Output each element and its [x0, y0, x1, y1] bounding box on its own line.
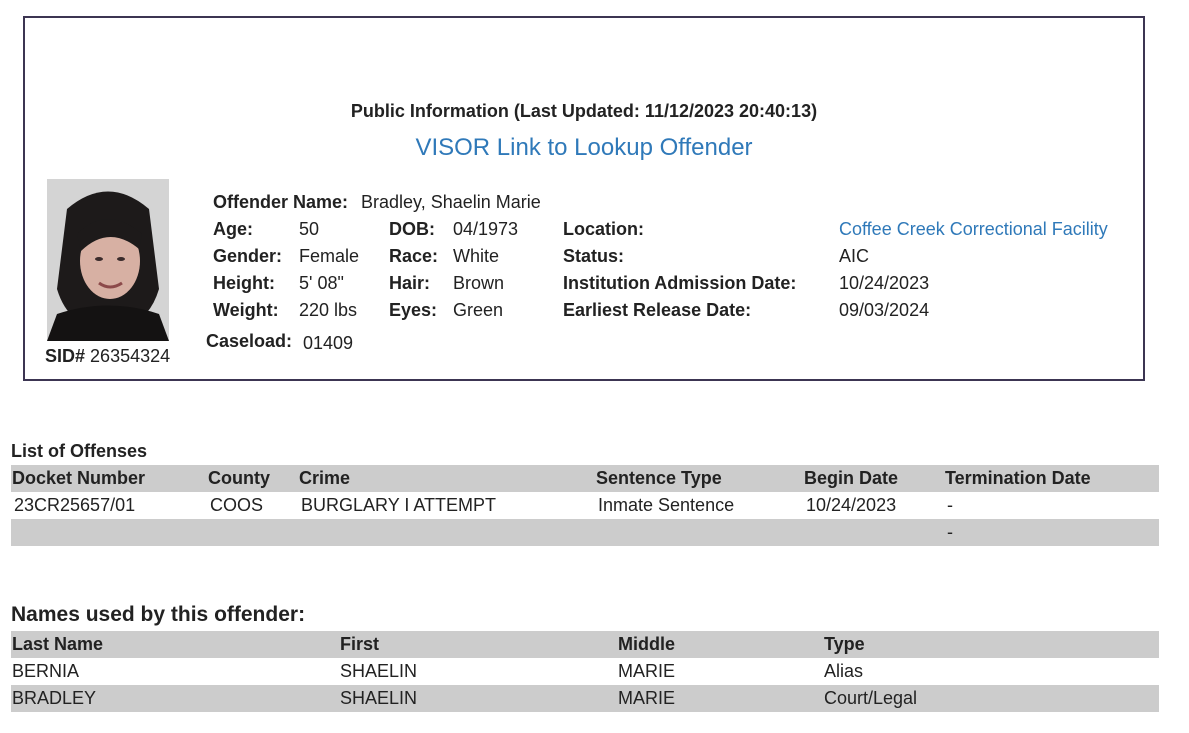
height-value: 5' 08"	[299, 273, 344, 293]
docket-number	[11, 519, 207, 546]
offenses-table	[11, 465, 1159, 546]
eyes-value: Green	[453, 300, 504, 320]
sid-number	[45, 346, 170, 367]
offender-name-value: Bradley, Shaelin Marie	[361, 192, 541, 212]
race-label: Race:	[389, 246, 439, 266]
offender-photo	[47, 179, 169, 341]
county	[207, 519, 298, 546]
eyes-label: Eyes:	[389, 300, 438, 320]
middle-name: MARIE	[618, 661, 676, 681]
admission-date-label: Institution Admission Date:	[563, 273, 797, 293]
col-type: Type	[823, 631, 1159, 658]
col-begin-date: Begin Date	[803, 465, 944, 492]
col-crime: Crime	[298, 465, 595, 492]
col-county: County	[207, 465, 298, 492]
height-label: Height:	[213, 273, 275, 293]
crime: BURGLARY I ATTEMPT	[301, 495, 497, 515]
hair-value: Brown	[453, 273, 505, 293]
admission-date-value: 10/24/2023	[839, 273, 930, 293]
release-date-value: 09/03/2024	[839, 300, 930, 320]
table-row	[11, 658, 1159, 685]
sid-value: 26354324	[90, 346, 171, 366]
col-first: First	[339, 631, 617, 658]
col-docket-number: Docket Number	[11, 465, 207, 492]
first-name: SHAELIN	[339, 685, 617, 712]
status-value: AIC	[839, 246, 870, 266]
offender-name-label: Offender Name:	[213, 192, 349, 212]
caseload-value: 01409	[303, 333, 354, 353]
dob-value: 04/1973	[453, 219, 519, 239]
hair-label: Hair:	[389, 273, 431, 293]
crime	[298, 519, 595, 546]
county: COOS	[210, 495, 264, 515]
caseload-label: Caseload:	[206, 331, 293, 351]
gender-value: Female	[299, 246, 360, 266]
col-termination-date: Termination Date	[944, 465, 1159, 492]
middle-name: MARIE	[617, 685, 823, 712]
weight-label: Weight:	[213, 300, 279, 320]
weight-value: 220 lbs	[299, 300, 358, 320]
termination-date: -	[947, 495, 953, 515]
location-link[interactable]: Coffee Creek Correctional Facility	[839, 219, 1108, 239]
gender-label: Gender:	[213, 246, 283, 266]
begin-date: 10/24/2023	[806, 495, 897, 515]
last-name: BERNIA	[12, 661, 80, 681]
begin-date	[803, 519, 944, 546]
table-row	[11, 492, 1159, 519]
race-value: White	[453, 246, 500, 266]
names-table	[11, 631, 1159, 712]
dob-label: DOB:	[389, 219, 435, 239]
status-label: Status:	[563, 246, 625, 266]
termination-date: -	[944, 519, 1159, 546]
col-sentence-type: Sentence Type	[595, 465, 803, 492]
name-type: Alias	[824, 661, 864, 681]
names-title: Names used by this offender:	[11, 603, 306, 626]
first-name: SHAELIN	[340, 661, 418, 681]
sentence-type: Inmate Sentence	[598, 495, 735, 515]
age-label: Age:	[213, 219, 253, 239]
visor-link[interactable]: VISOR Link to Lookup Offender	[415, 134, 753, 161]
location-label: Location:	[563, 219, 644, 239]
public-info-heading: Public Information (Last Updated: 11/12/2023 20:40:13)	[350, 101, 818, 121]
sid-label: SID#	[45, 346, 86, 366]
col-middle: Middle	[617, 631, 823, 658]
release-date-label: Earliest Release Date:	[563, 300, 752, 320]
offender-card	[23, 16, 1145, 381]
age-value: 50	[299, 219, 320, 239]
name-type: Court/Legal	[823, 685, 1159, 712]
names-header-row	[11, 631, 1159, 658]
col-last-name: Last Name	[11, 631, 339, 658]
sentence-type	[595, 519, 803, 546]
offenses-header-row	[11, 465, 1159, 492]
offenses-title: List of Offenses	[11, 441, 148, 461]
docket-number: 23CR25657/01	[14, 495, 136, 515]
last-name: BRADLEY	[11, 685, 339, 712]
table-row	[11, 685, 1159, 712]
table-row	[11, 519, 1159, 546]
